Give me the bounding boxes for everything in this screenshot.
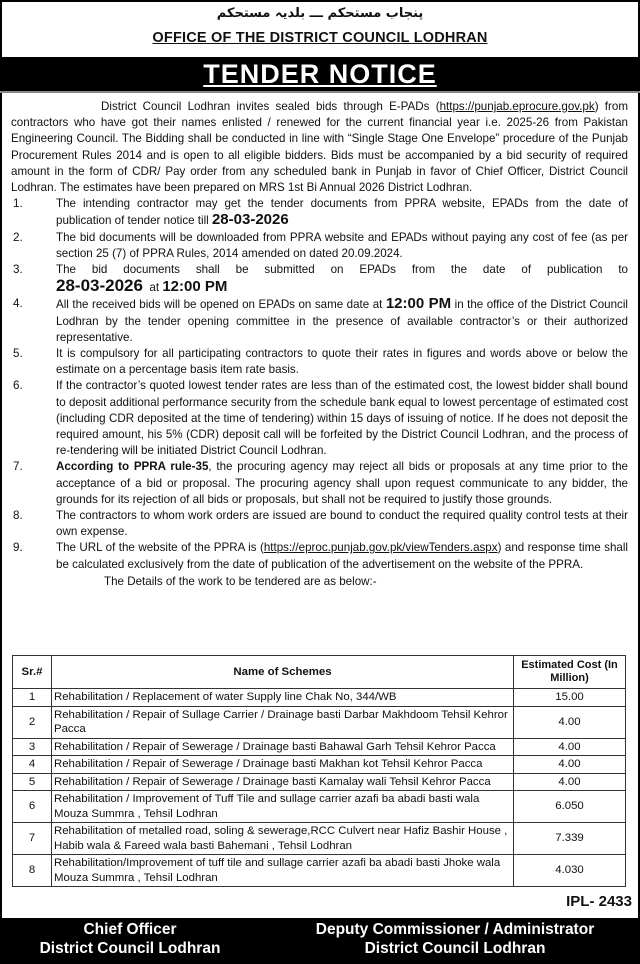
clause-number: 5. [13,347,23,361]
cell-cost: 6.050 [514,791,626,823]
signatory-title: Deputy Commissioner / Administrator [315,921,595,938]
clause-text: , the procuring agency may reject all bids or proposals at any time prior to the acceptance of a bid or proposal. The procuring agency shall upon request communicate to any bidder, the grounds for its rejection of all bids or proposals, but shall not be required to justify those grounds. [56,460,628,506]
cell-name: Rehabilitation of metalled road, soling & sewerage,RCC Culvert near Hafiz Bashir House , Habib wala & Fareed wala basti Bahemani , Tehsil Lodhran [52,823,514,855]
table-row [13,756,626,774]
signatory-deputy-commissioner [280,920,630,958]
cell-sr: 6 [13,791,52,823]
notice-body [11,99,628,593]
clause-number: 6. [13,379,23,393]
signatory-chief-officer [20,920,240,958]
clause-number: 7. [13,460,23,474]
table-row [13,773,626,791]
opening-time: 12:00 PM [385,295,452,313]
cell-sr: 7 [13,823,52,855]
table-row [13,689,626,707]
cell-name: Rehabilitation / Replacement of water Supply line Chak No, 344/WB [52,689,514,707]
rule-reference: According to PPRA rule-35 [56,460,209,474]
intro-text-2: ) from contractors who have got their names enlisted / renewed for the current financial year i.e. 2025-26 from Pakistan Engineering Council. The Bidding shall be conducted in line with “Single Stage One Envelope” procedure of the Punjab Procurement Rules 2014 and is open to all eligible bidders. Bids must be accompanied by a bid security of required amount in the form of CDR/ Pay order from any scheduled bank in Punjab in favor of Chief Officer, District Council Lodhran. The estimates have been prepared on MRS 1st Bi Annual 2026 District Lodhran. [11,100,628,195]
clause-number: 8. [13,509,23,523]
clause-text: All the received bids will be opened on EPADs on same date at [56,298,386,312]
clause-8 [11,508,628,540]
table-row [13,855,626,887]
urdu-slogan: پنجاب مستحکم ـــ بلدیہ مستحکم [216,6,424,21]
cell-sr: 8 [13,855,52,887]
table-row [13,706,626,738]
clause-5 [11,346,628,378]
clause-9 [11,540,628,572]
clause-6 [11,378,628,459]
clause-number: 3. [13,263,23,277]
clause-number: 9. [13,541,23,555]
cell-cost: 15.00 [514,689,626,707]
cell-cost: 4.00 [514,773,626,791]
cell-cost: 4.00 [514,756,626,774]
submission-time: 12:00 PM [162,278,228,296]
clause-text: The contractors to whom work orders are issued are bound to conduct the required quality control tests at their own expense. [56,509,628,539]
eprocure-link[interactable]: https://punjab.eprocure.gov.pk [439,100,595,113]
cell-sr: 4 [13,756,52,774]
signature-footer [0,918,640,964]
clause-2 [11,230,628,262]
office-title: OFFICE OF THE DISTRICT COUNCIL LODHRAN [152,30,488,46]
clause-text-continued: ) and response time shall be calculated exclusively from the date of publication of the advertisement on the website of the PPRA. [56,541,629,571]
clause-4 [11,296,628,346]
cell-name: Rehabilitation / Improvement of Tuff Tile and sullage carrier azafi ba abadi basti wala Mouza Summra , Tehsil Lodhran [52,791,514,823]
cell-cost: 4.00 [514,738,626,756]
submission-date: 28-03-2026 [56,276,143,296]
clause-7 [11,459,628,508]
clause-text: It is compulsory for all participating contractors to quote their rates in figures and words above or below the estimate on a percentage basis item rate basis. [56,347,628,377]
cell-name: Rehabilitation / Repair of Sewerage / Drainage basti Bahawal Garh Tehsil Kehror Pacca [52,738,514,756]
cell-sr: 1 [13,689,52,707]
cell-cost: 7.339 [514,823,626,855]
clause-number: 4. [13,297,23,311]
table-row [13,791,626,823]
header-cost: Estimated Cost (In Million) [514,656,626,689]
cell-name: Rehabilitation / Repair of Sewerage / Drainage basti Makhan kot Tehsil Kehror Pacca [52,756,514,774]
deadline-date: 28-03-2026 [211,211,289,229]
clause-text: The URL of the website of the PPRA is ( [56,541,264,555]
cell-sr: 2 [13,706,52,738]
clause-number: 1. [13,197,23,211]
clause-3 [11,262,628,296]
cell-cost: 4.030 [514,855,626,887]
signatory-office: District Council Lodhran [39,940,221,957]
signatory-office: District Council Lodhran [364,940,546,957]
table-row [13,738,626,756]
clause-1 [11,196,628,229]
clause-text: If the contractor’s quoted lowest tender rates are less than of the estimated cost, the lowest bidder shall bound to deposit additional performance security from the schedule bank equal to lowest percentage of estimated cost (including CDR deposited at the time of tendering) within 15 days of issuing of notice. If he does not deposit the required amount, his 5% (CDR) deposit call will be forfeited by the District Council Lodhran, and the process of re-tendering will be initiated District Council Lodhran. [56,379,628,458]
header-sr: Sr.# [13,656,52,689]
intro-paragraph [11,99,628,196]
cell-name: Rehabilitation / Repair of Sewerage / Drainage basti Kamalay wali Tehsil Kehror Pacca [52,773,514,791]
cell-sr: 3 [13,738,52,756]
schemes-table [12,655,626,887]
cell-cost: 4.00 [514,706,626,738]
clause-text: The bid documents will be downloaded from PPRA website and EPADs without paying any cost of fee (as per section 25 (7) of PPRA Rules, 2014 amended on dated 20.09.2024. [56,230,628,260]
tender-notice-banner [0,57,640,93]
ppra-link[interactable]: https://eproc.punjab.gov.pk/viewTenders.aspx [263,541,498,555]
at-label: at [149,281,160,295]
cell-name: Rehabilitation / Repair of Sullage Carrier / Drainage basti Darbar Makhdoom Tehsil Kehror Pacca [52,706,514,738]
clause-text-continued: in the office of the District Council Lodhran by the tender opening committee in the presence of available contractor’s or their authorized representative. [56,298,628,344]
details-line: The Details of the work to be tendered are as below:- [104,574,377,588]
intro-text-1: District Council Lodhran invites sealed bids through E-PADs ( [101,100,440,113]
notice-title: TENDER NOTICE [203,59,437,89]
table-header-row [13,656,626,689]
table-row [13,823,626,855]
header-name: Name of Schemes [52,656,514,689]
clause-number: 2. [13,230,23,244]
clause-text: The intending contractor may get the tender documents from PPRA website, EPADs from the date of publication of tender notice till [56,197,628,228]
signatory-title: Chief Officer [83,921,177,938]
ipl-reference: IPL- 2433 [566,893,632,910]
cell-sr: 5 [13,773,52,791]
clause-text: The bid documents shall be submitted on EPADs from the date of publication to [56,263,628,277]
cell-name: Rehabilitation/Improvement of tuff tile and sullage carrier azafi ba abadi basti Jhoke wala Mouza Summra , Tehsil Lodhran [52,855,514,887]
